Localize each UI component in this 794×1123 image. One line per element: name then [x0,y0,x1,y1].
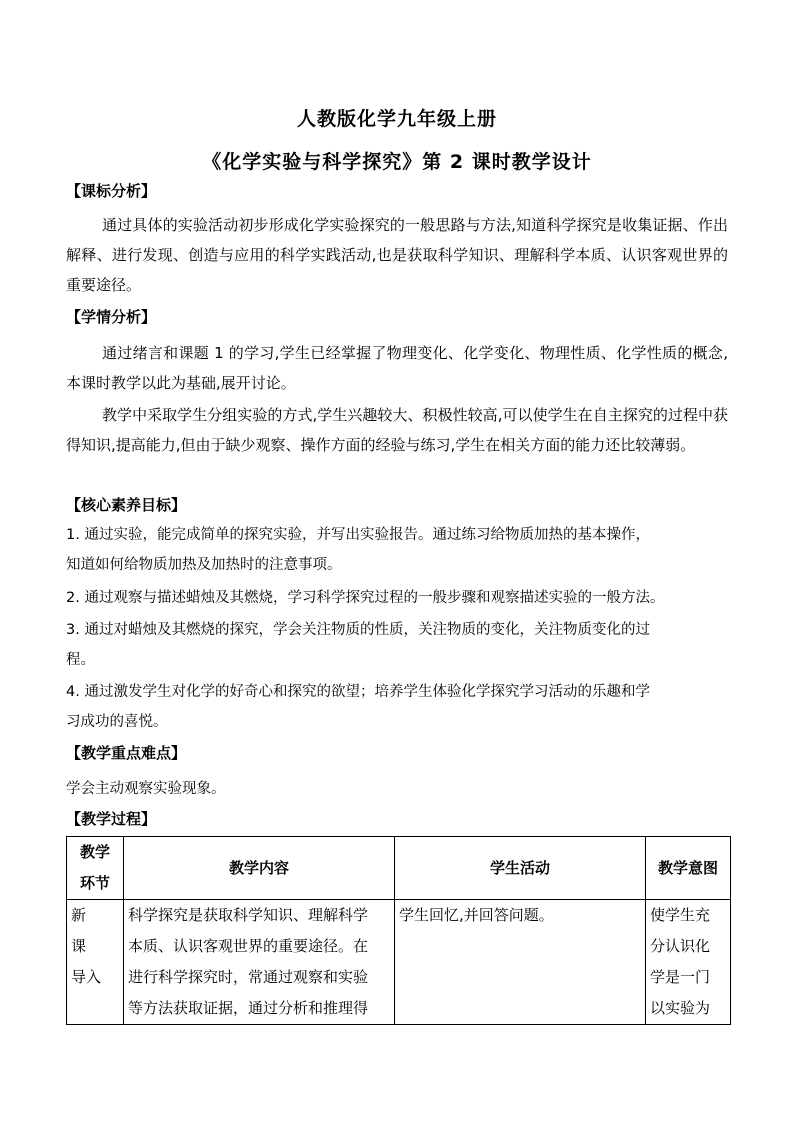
learner-paragraph-2: 教学中采取学生分组实验的方式,学生兴趣较大、积极性较高,可以使学生在自主探究的过程中获得知识,提高能力,但由于缺少观察、操作方面的经验与练习,学生在相关方面的能力还比较薄弱。 [66,406,728,454]
section-heading-learner: 【学情分析】 [66,308,157,326]
header-stage-line-2: 环节 [79,874,110,892]
curriculum-paragraph: 通过具体的实验活动初步形成化学实验探究的一般思路与方法,知道科学探究是收集证据、作出解释、进行发现、创造与应用的科学实践活动,也是获取科学知识、理解科学本质、认识客观世界的重要途径。 [66,216,728,294]
goal-4-line-2: 习成功的喜悦。 [66,714,168,730]
row-activity: 学生回忆,并回答问题。 [395,900,646,1025]
header-activity: 学生活动 [395,837,646,900]
goal-2: 2. 通过观察与描述蜡烛及其燃烧，学习科学探究过程的一般步骤和观察描述实验的一般方法。 [66,590,665,606]
section-heading-curriculum: 【课标分析】 [66,182,157,200]
row-stage [67,900,124,1025]
content-line: 进行科学探究时，常通过观察和实验 [128,968,369,986]
teaching-process-table [66,836,731,1025]
focus-text: 学会主动观察实验现象。 [66,781,226,797]
section-heading-process: 【教学过程】 [66,810,157,828]
content-line: 等方法获取证据，通过分析和推理得 [128,999,369,1017]
header-intent: 教学意图 [646,837,731,900]
learner-paragraph-1: 通过绪言和课题 1 的学习,学生已经掌握了物理变化、化学变化、物理性质、化学性质的概念,本课时教学以此为基础,展开讨论。 [66,344,728,392]
table-header-row [67,837,731,900]
header-content: 教学内容 [124,837,395,900]
content-line: 科学探究是获取科学知识、理解科学 [128,906,369,924]
intent-line: 以实验为 [650,999,711,1017]
goal-4-line-1: 4. 通过激发学生对化学的好奇心和探究的欲望；培养学生体验化学探究学习活动的乐趣和学 [66,684,650,700]
goal-3-line-1: 3. 通过对蜡烛及其燃烧的探究，学会关注物质的性质，关注物质的变化，关注物质变化的过 [66,622,650,638]
document-subtitle: 《化学实验与科学探究》第 2 课时教学设计 [202,151,592,173]
goal-1-line-2: 知道如何给物质加热及加热时的注意事项。 [66,557,342,573]
row-stage-line-2: 导入 [71,968,102,986]
header-stage-line-1: 教学 [79,843,110,861]
table-row [67,900,731,1025]
goal-3-line-2: 程。 [66,652,95,668]
goal-1-line-1: 1. 通过实验，能完成简单的探究实验，并写出实验报告。通过练习给物质加热的基本操作， [66,527,650,543]
document-title: 人教版化学九年级上册 [296,108,497,130]
intent-line: 分认识化 [650,937,711,955]
header-stage [67,837,124,900]
row-intent [646,900,731,1025]
intent-line: 使学生充 [650,906,711,924]
intent-line: 学是一门 [650,968,711,986]
row-content [124,900,395,1025]
section-heading-goals: 【核心素养目标】 [66,496,187,514]
content-line: 本质、认识客观世界的重要途径。在 [128,937,369,955]
section-heading-focus: 【教学重点难点】 [66,744,187,762]
row-stage-line-1: 新课 [71,906,99,955]
